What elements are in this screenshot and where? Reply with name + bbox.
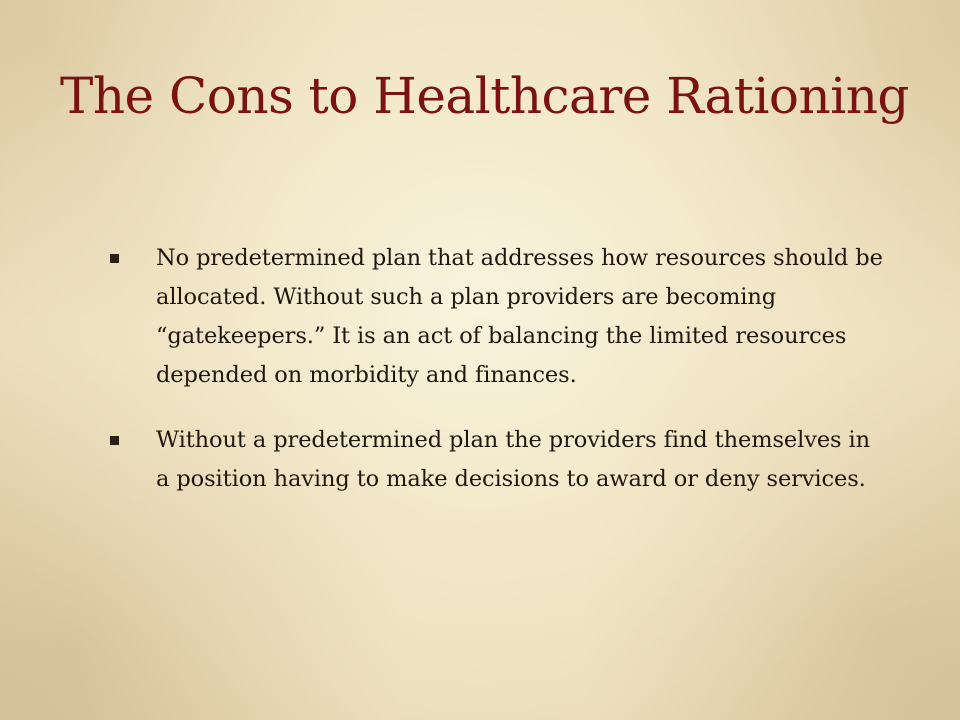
square-bullet-icon xyxy=(110,436,119,445)
slide-title: The Cons to Healthcare Rationing xyxy=(60,67,909,125)
bullet-item-2 xyxy=(104,421,884,499)
bullet-text-2: Without a predetermined plan the providers find themselves in a position having to make decisions to award or deny services. xyxy=(156,427,871,492)
bullet-text-1: No predetermined plan that addresses how resources should be allocated. Without such a plan providers are becoming “gatekeepers.” It is an act of balancing the limited resources depended on morbidity and finances. xyxy=(156,245,883,388)
bullet-item-1 xyxy=(104,239,884,395)
square-bullet-icon xyxy=(110,254,119,263)
bullet-list xyxy=(104,239,884,525)
